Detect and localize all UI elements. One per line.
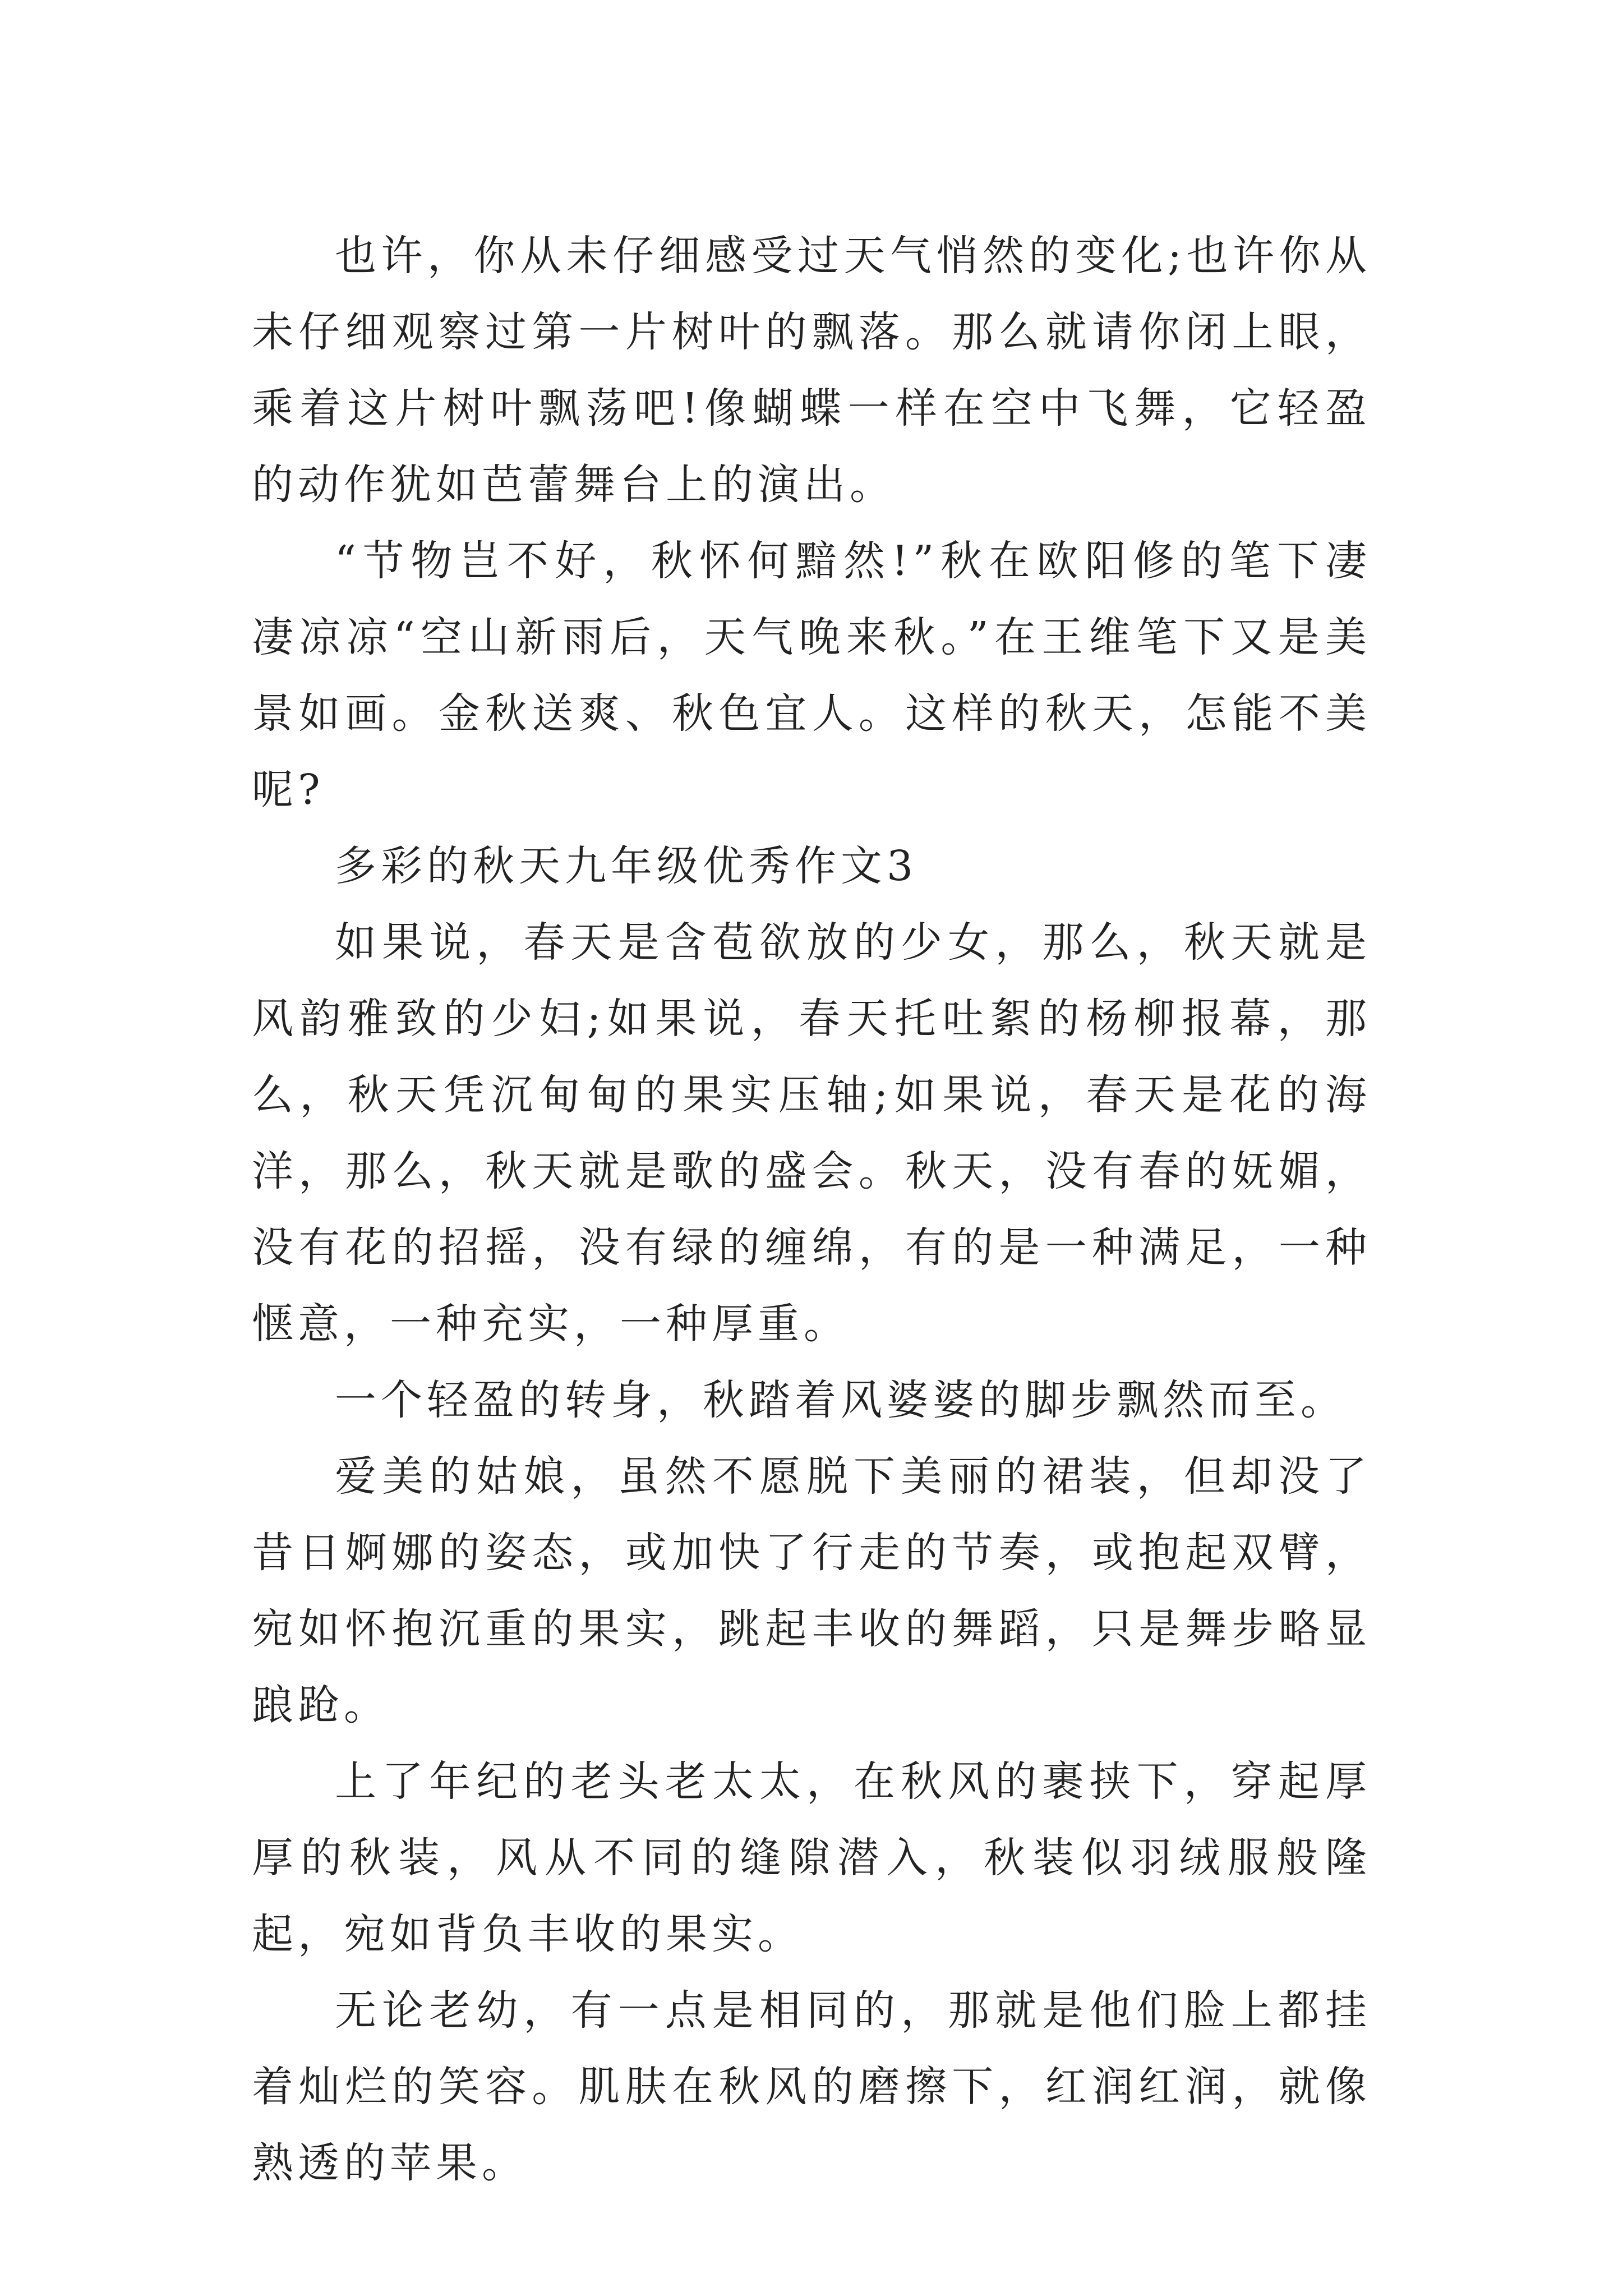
paragraph-leaf-falling: 也许，你从未仔细感受过天气悄然的变化;也许你从未仔细观察过第一片树叶的飘落。那么就请你闭上眼，乘着这片树叶飘荡吧!像蝴蝶一样在空中飞舞，它轻盈的动作犹如芭蕾舞台上的演出。 xyxy=(252,232,1371,509)
paragraph-girls: 爱美的姑娘，虽然不愿脱下美丽的裙装，但却没了昔日婀娜的姿态，或加快了行走的节奏，或抱起双臂，宛如怀抱沉重的果实，跳起丰收的舞蹈，只是舞步略显踉跄。 xyxy=(252,1452,1371,1729)
paragraph-spring-autumn-comparison: 如果说，春天是含苞欲放的少女，那么，秋天就是风韵雅致的少妇;如果说，春天托吐絮的杨柳报幕，那么，秋天凭沉甸甸的果实压轴;如果说，春天是花的海洋，那么，秋天就是歌的盛会。秋天，没有春的妩媚，没有花的招摇，没有绿的缠绵，有的是一种满足，一种惬意，一种充实，一种厚重。 xyxy=(252,918,1371,1348)
paragraph-autumn-arrives: 一个轻盈的转身，秋踏着风婆婆的脚步飘然而至。 xyxy=(335,1376,1347,1424)
paragraph-smiles: 无论老幼，有一点是相同的，那就是他们脸上都挂着灿烂的笑容。肌肤在秋风的磨擦下，红润红润，就像熟透的苹果。 xyxy=(252,1986,1371,2187)
essay-title: 多彩的秋天九年级优秀作文3 xyxy=(335,842,918,890)
paragraph-poetry-quote: “节物岂不好，秋怀何黯然!”秋在欧阳修的笔下凄凄凉凉“空山新雨后，天气晚来秋。”在王维笔下又是美景如画。金秋送爽、秋色宜人。这样的秋天，怎能不美呢? xyxy=(252,537,1371,814)
paragraph-elderly: 上了年纪的老头老太太，在秋风的裹挟下，穿起厚厚的秋装，风从不同的缝隙潜入，秋装似羽绒服般隆起，宛如背负丰收的果实。 xyxy=(252,1757,1371,1958)
document-body xyxy=(252,218,1371,2201)
